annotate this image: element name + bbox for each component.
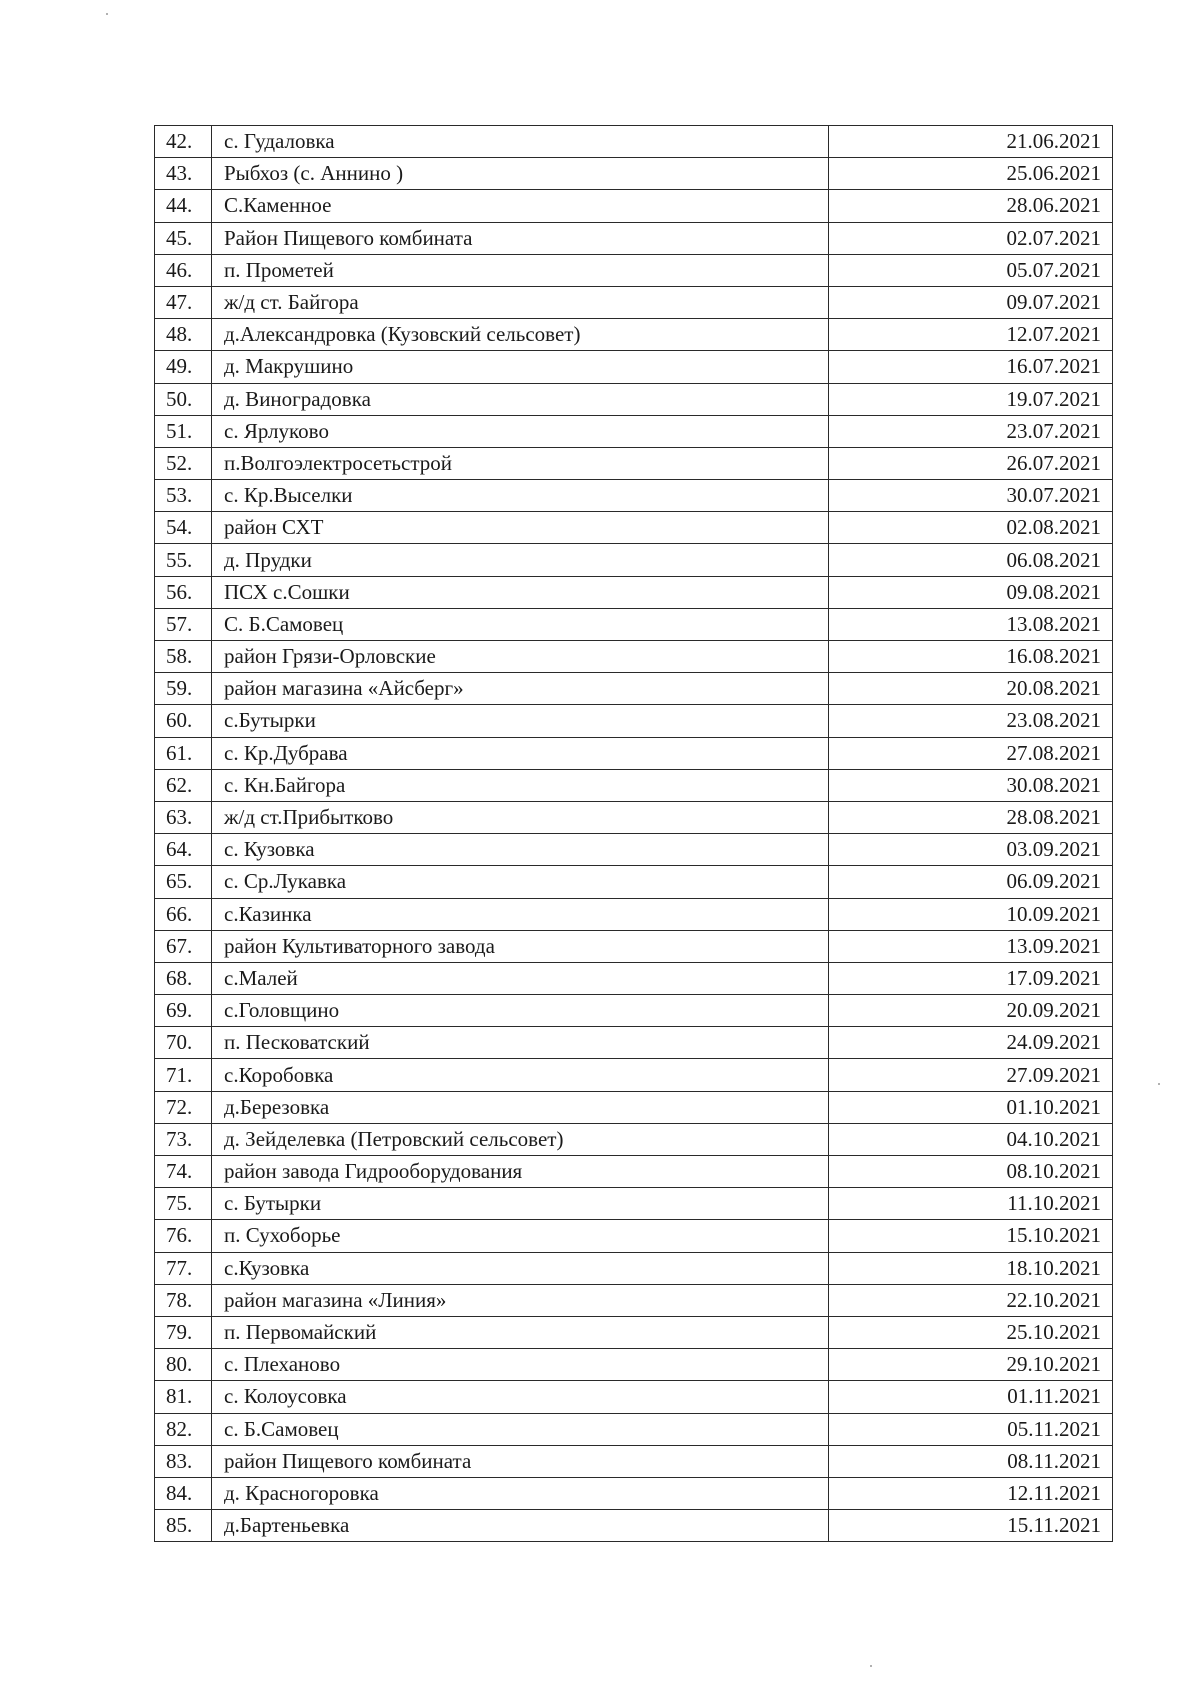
- location-cell: с. Гудаловка: [212, 126, 829, 158]
- scan-speck: [1158, 1083, 1160, 1085]
- location-cell: с. Кр.Выселки: [212, 480, 829, 512]
- location-cell: д.Александровка (Кузовский сельсовет): [212, 319, 829, 351]
- row-number-cell: 47.: [155, 286, 212, 318]
- date-cell: 20.08.2021: [829, 673, 1113, 705]
- date-cell: 13.09.2021: [829, 930, 1113, 962]
- table-row: [155, 158, 1113, 190]
- row-number-cell: 73.: [155, 1123, 212, 1155]
- table-row: [155, 576, 1113, 608]
- location-cell: д. Виноградовка: [212, 383, 829, 415]
- table-row: [155, 1381, 1113, 1413]
- schedule-table: [154, 125, 1113, 1542]
- date-cell: 12.11.2021: [829, 1477, 1113, 1509]
- date-cell: 23.08.2021: [829, 705, 1113, 737]
- table-row: [155, 351, 1113, 383]
- location-cell: район магазина «Линия»: [212, 1284, 829, 1316]
- location-cell: с.Бутырки: [212, 705, 829, 737]
- row-number-cell: 77.: [155, 1252, 212, 1284]
- date-cell: 25.06.2021: [829, 158, 1113, 190]
- table-row: [155, 544, 1113, 576]
- date-cell: 11.10.2021: [829, 1188, 1113, 1220]
- row-number-cell: 45.: [155, 222, 212, 254]
- row-number-cell: 49.: [155, 351, 212, 383]
- location-cell: с. Кр.Дубрава: [212, 737, 829, 769]
- date-cell: 29.10.2021: [829, 1349, 1113, 1381]
- table-row: [155, 1413, 1113, 1445]
- table-row: [155, 866, 1113, 898]
- row-number-cell: 63.: [155, 801, 212, 833]
- location-cell: с. Б.Самовец: [212, 1413, 829, 1445]
- date-cell: 28.08.2021: [829, 801, 1113, 833]
- location-cell: п. Первомайский: [212, 1316, 829, 1348]
- table-row: [155, 1445, 1113, 1477]
- location-cell: д. Красногоровка: [212, 1477, 829, 1509]
- row-number-cell: 66.: [155, 898, 212, 930]
- table-row: [155, 995, 1113, 1027]
- row-number-cell: 48.: [155, 319, 212, 351]
- location-cell: с. Кн.Байгора: [212, 769, 829, 801]
- date-cell: 08.11.2021: [829, 1445, 1113, 1477]
- date-cell: 09.08.2021: [829, 576, 1113, 608]
- date-cell: 01.11.2021: [829, 1381, 1113, 1413]
- row-number-cell: 83.: [155, 1445, 212, 1477]
- date-cell: 08.10.2021: [829, 1156, 1113, 1188]
- location-cell: с.Кузовка: [212, 1252, 829, 1284]
- date-cell: 22.10.2021: [829, 1284, 1113, 1316]
- location-cell: район Грязи-Орловские: [212, 641, 829, 673]
- location-cell: п.Волгоэлектросетьстрой: [212, 447, 829, 479]
- table-row: [155, 1349, 1113, 1381]
- location-cell: Район Пищевого комбината: [212, 222, 829, 254]
- date-cell: 24.09.2021: [829, 1027, 1113, 1059]
- table-row: [155, 222, 1113, 254]
- table-row: [155, 512, 1113, 544]
- location-cell: п. Сухоборье: [212, 1220, 829, 1252]
- table-row: [155, 1510, 1113, 1542]
- table-row: [155, 447, 1113, 479]
- table-row: [155, 898, 1113, 930]
- location-cell: район СХТ: [212, 512, 829, 544]
- table-row: [155, 930, 1113, 962]
- date-cell: 04.10.2021: [829, 1123, 1113, 1155]
- scan-speck: [106, 13, 108, 15]
- table-row: [155, 1284, 1113, 1316]
- row-number-cell: 46.: [155, 254, 212, 286]
- date-cell: 16.07.2021: [829, 351, 1113, 383]
- table-row: [155, 962, 1113, 994]
- table-row: [155, 1156, 1113, 1188]
- date-cell: 09.07.2021: [829, 286, 1113, 318]
- date-cell: 10.09.2021: [829, 898, 1113, 930]
- row-number-cell: 67.: [155, 930, 212, 962]
- date-cell: 28.06.2021: [829, 190, 1113, 222]
- row-number-cell: 65.: [155, 866, 212, 898]
- date-cell: 03.09.2021: [829, 834, 1113, 866]
- date-cell: 30.07.2021: [829, 480, 1113, 512]
- date-cell: 30.08.2021: [829, 769, 1113, 801]
- table-row: [155, 641, 1113, 673]
- row-number-cell: 80.: [155, 1349, 212, 1381]
- location-cell: с.Малей: [212, 962, 829, 994]
- date-cell: 16.08.2021: [829, 641, 1113, 673]
- table-row: [155, 769, 1113, 801]
- location-cell: район Пищевого комбината: [212, 1445, 829, 1477]
- table-row: [155, 1059, 1113, 1091]
- location-cell: район магазина «Айсберг»: [212, 673, 829, 705]
- table-row: [155, 1316, 1113, 1348]
- table-row: [155, 415, 1113, 447]
- date-cell: 27.09.2021: [829, 1059, 1113, 1091]
- table-row: [155, 190, 1113, 222]
- location-cell: с. Кузовка: [212, 834, 829, 866]
- row-number-cell: 75.: [155, 1188, 212, 1220]
- location-cell: п. Песковатский: [212, 1027, 829, 1059]
- row-number-cell: 60.: [155, 705, 212, 737]
- location-cell: ж/д ст. Байгора: [212, 286, 829, 318]
- location-cell: с.Казинка: [212, 898, 829, 930]
- date-cell: 15.10.2021: [829, 1220, 1113, 1252]
- row-number-cell: 74.: [155, 1156, 212, 1188]
- date-cell: 19.07.2021: [829, 383, 1113, 415]
- table-row: [155, 383, 1113, 415]
- table-row: [155, 608, 1113, 640]
- location-cell: п. Прометей: [212, 254, 829, 286]
- date-cell: 17.09.2021: [829, 962, 1113, 994]
- table-row: [155, 480, 1113, 512]
- date-cell: 02.08.2021: [829, 512, 1113, 544]
- date-cell: 20.09.2021: [829, 995, 1113, 1027]
- row-number-cell: 70.: [155, 1027, 212, 1059]
- row-number-cell: 71.: [155, 1059, 212, 1091]
- row-number-cell: 78.: [155, 1284, 212, 1316]
- table-row: [155, 254, 1113, 286]
- row-number-cell: 54.: [155, 512, 212, 544]
- table-row: [155, 705, 1113, 737]
- location-cell: с. Бутырки: [212, 1188, 829, 1220]
- date-cell: 05.11.2021: [829, 1413, 1113, 1445]
- date-cell: 05.07.2021: [829, 254, 1113, 286]
- location-cell: район Культиваторного завода: [212, 930, 829, 962]
- row-number-cell: 82.: [155, 1413, 212, 1445]
- location-cell: с. Ср.Лукавка: [212, 866, 829, 898]
- row-number-cell: 85.: [155, 1510, 212, 1542]
- row-number-cell: 84.: [155, 1477, 212, 1509]
- date-cell: 15.11.2021: [829, 1510, 1113, 1542]
- date-cell: 23.07.2021: [829, 415, 1113, 447]
- date-cell: 01.10.2021: [829, 1091, 1113, 1123]
- location-cell: С. Б.Самовец: [212, 608, 829, 640]
- table-row: [155, 1027, 1113, 1059]
- date-cell: 26.07.2021: [829, 447, 1113, 479]
- row-number-cell: 64.: [155, 834, 212, 866]
- table-row: [155, 1252, 1113, 1284]
- table-row: [155, 1091, 1113, 1123]
- table-row: [155, 1220, 1113, 1252]
- row-number-cell: 61.: [155, 737, 212, 769]
- table-row: [155, 834, 1113, 866]
- location-cell: д.Бартеньевка: [212, 1510, 829, 1542]
- date-cell: 18.10.2021: [829, 1252, 1113, 1284]
- row-number-cell: 55.: [155, 544, 212, 576]
- table-row: [155, 1123, 1113, 1155]
- schedule-table-body: [155, 126, 1113, 1542]
- date-cell: 25.10.2021: [829, 1316, 1113, 1348]
- row-number-cell: 62.: [155, 769, 212, 801]
- row-number-cell: 50.: [155, 383, 212, 415]
- row-number-cell: 56.: [155, 576, 212, 608]
- row-number-cell: 76.: [155, 1220, 212, 1252]
- row-number-cell: 44.: [155, 190, 212, 222]
- date-cell: 21.06.2021: [829, 126, 1113, 158]
- table-row: [155, 737, 1113, 769]
- row-number-cell: 68.: [155, 962, 212, 994]
- location-cell: д. Макрушино: [212, 351, 829, 383]
- location-cell: Рыбхоз (с. Аннино ): [212, 158, 829, 190]
- row-number-cell: 69.: [155, 995, 212, 1027]
- table-row: [155, 319, 1113, 351]
- table-row: [155, 801, 1113, 833]
- row-number-cell: 57.: [155, 608, 212, 640]
- location-cell: с.Коробовка: [212, 1059, 829, 1091]
- scan-speck: [870, 1665, 872, 1667]
- row-number-cell: 42.: [155, 126, 212, 158]
- row-number-cell: 52.: [155, 447, 212, 479]
- row-number-cell: 72.: [155, 1091, 212, 1123]
- location-cell: д. Прудки: [212, 544, 829, 576]
- date-cell: 06.09.2021: [829, 866, 1113, 898]
- location-cell: с.Головщино: [212, 995, 829, 1027]
- table-row: [155, 1188, 1113, 1220]
- location-cell: с. Колоусовка: [212, 1381, 829, 1413]
- table-row: [155, 1477, 1113, 1509]
- table-row: [155, 673, 1113, 705]
- row-number-cell: 81.: [155, 1381, 212, 1413]
- row-number-cell: 58.: [155, 641, 212, 673]
- row-number-cell: 51.: [155, 415, 212, 447]
- date-cell: 02.07.2021: [829, 222, 1113, 254]
- date-cell: 12.07.2021: [829, 319, 1113, 351]
- location-cell: д.Березовка: [212, 1091, 829, 1123]
- date-cell: 13.08.2021: [829, 608, 1113, 640]
- table-row: [155, 286, 1113, 318]
- row-number-cell: 43.: [155, 158, 212, 190]
- location-cell: ПСХ с.Сошки: [212, 576, 829, 608]
- location-cell: д. Зейделевка (Петровский сельсовет): [212, 1123, 829, 1155]
- location-cell: с. Плеханово: [212, 1349, 829, 1381]
- location-cell: район завода Гидрооборудования: [212, 1156, 829, 1188]
- location-cell: ж/д ст.Прибытково: [212, 801, 829, 833]
- location-cell: с. Ярлуково: [212, 415, 829, 447]
- row-number-cell: 59.: [155, 673, 212, 705]
- date-cell: 27.08.2021: [829, 737, 1113, 769]
- date-cell: 06.08.2021: [829, 544, 1113, 576]
- location-cell: С.Каменное: [212, 190, 829, 222]
- row-number-cell: 53.: [155, 480, 212, 512]
- table-row: [155, 126, 1113, 158]
- row-number-cell: 79.: [155, 1316, 212, 1348]
